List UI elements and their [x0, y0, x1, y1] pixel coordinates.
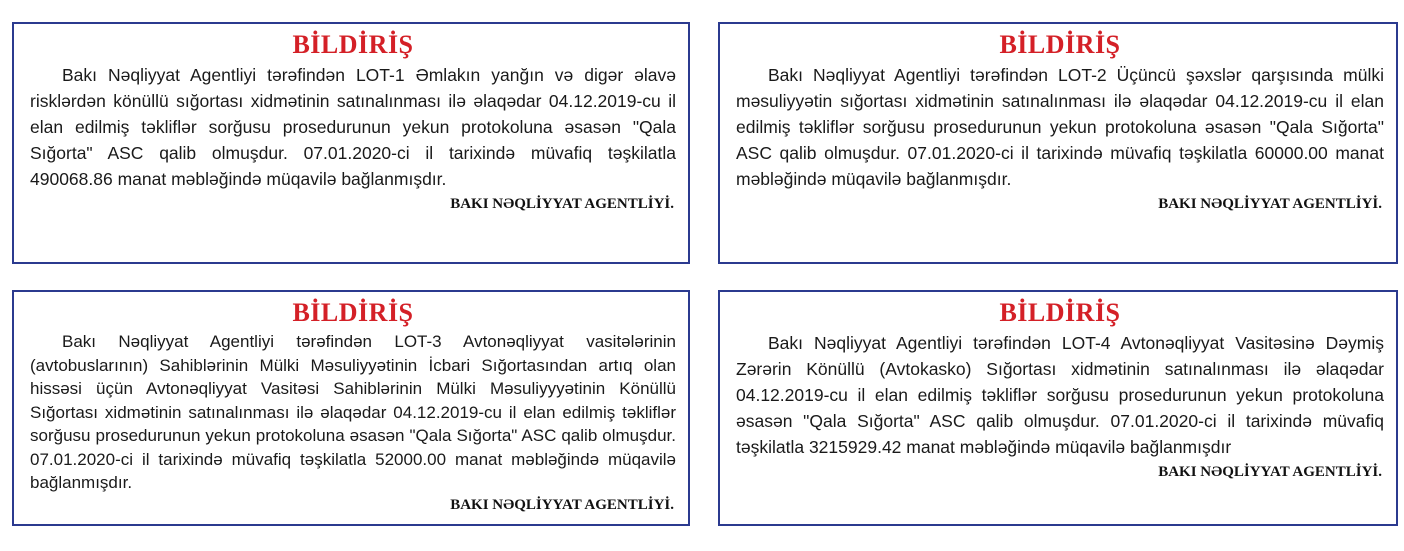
notice-body: Bakı Nəqliyyat Agentliyi tərəfindən LOT-1 Əmlakın yanğın və digər əlavə risklərdən könüllü sığortası xidmətinin satınalınması ilə əlaqədar 04.12.2019-cu il elan edilmiş təkliflər sorğusu prosedurunun yekun protokoluna əsasən "Qala Sığorta" ASC qalib olmuşdur. 07.01.2020-ci il tarixində müvafiq təşkilatla 490068.86 manat məbləğində müqavilə bağlanmışdır. [30, 65, 676, 189]
notice-signature: BAKI NƏQLİYYAT AGENTLİYİ. [450, 496, 674, 513]
notice-signature: BAKI NƏQLİYYAT AGENTLİYİ. [1158, 196, 1382, 212]
notice-body: Bakı Nəqliyyat Agentliyi tərəfindən LOT-3 Avtonəqliyyat vasitələrinin (avtobuslarının) Sahiblərinin Mülki Məsuliyyətinin İcbari Sığortasından artıq olan hissəsi üçün Avtonəqliyyat Vasitəsi Sahiblərinin Mülki Məsuliyyyətinin Könüllü Sığortası xidmətinin satınalınması ilə əlaqədar 04.12.2019-cu il elan edilmiş təkliflər sorğusu prosedurunun yekun protokoluna əsasən "Qala Sığorta" ASC qalib olmuşdur. 07.01.2020-ci il tarixində müvafiq təşkilatla 52000.00 manat məbləğində müqavilə bağlanmışdır. [30, 332, 676, 492]
notice-lot-1 [12, 22, 690, 264]
notice-body: Bakı Nəqliyyat Agentliyi tərəfindən LOT-4 Avtonəqliyyat Vasitəsinə Dəymiş Zərərin Könüllü (Avtokasko) Sığortası xidmətinin satınalınması ilə əlaqədar 04.12.2019-cu il elan edilmiş təkliflər sorğusu prosedurunun yekun protokoluna əsasən "Qala Sığorta" ASC qalib olmuşdur. 07.01.2020-ci il tarixində müvafiq təşkilatla 3215929.42 manat məbləğində müqavilə bağlanmışdır [736, 333, 1384, 457]
notice-body: Bakı Nəqliyyat Agentliyi tərəfindən LOT-2 Üçüncü şəxslər qarşısında mülki məsuliyyətin sığortası xidmətinin satınalınması ilə əlaqədar 04.12.2019-cu il elan edilmiş təkliflər sorğusu prosedurunun yekun protokoluna əsasən "Qala Sığorta" ASC qalib olmuşdur. 07.01.2020-ci il tarixində müvafiq təşkilatla 60000.00 manat məbləğində müqavilə bağlanmışdır. [736, 65, 1384, 189]
notice-title: BİLDİRİŞ [292, 30, 414, 59]
notice-title: BİLDİRİŞ [292, 298, 414, 327]
notice-lot-4 [718, 290, 1398, 526]
notice-lot-2 [718, 22, 1398, 264]
notice-title: BİLDİRİŞ [999, 30, 1121, 59]
notice-lot-3 [12, 290, 690, 526]
notice-signature: BAKI NƏQLİYYAT AGENTLİYİ. [1158, 464, 1382, 480]
notice-title: BİLDİRİŞ [999, 298, 1121, 327]
notice-signature: BAKI NƏQLİYYAT AGENTLİYİ. [450, 196, 674, 212]
